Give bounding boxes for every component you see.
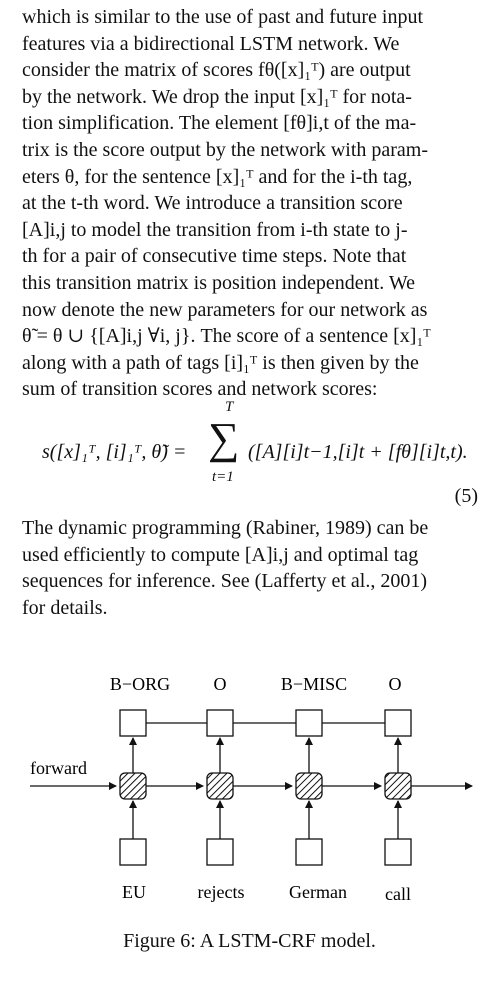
text-line: th for a pair of consecutive time steps. Note that	[22, 245, 407, 268]
text-line: trix is the score output by the network with param-	[22, 138, 429, 161]
tag-label: B−MISC	[280, 674, 348, 694]
lstm-node	[296, 773, 322, 799]
crf-node	[385, 710, 411, 736]
text-line: at the t-th word. We introduce a transition score	[22, 192, 403, 215]
text-line: by the network. We drop the input [x]₁ᵀ for nota-	[22, 85, 412, 108]
word-label: rejects	[197, 882, 245, 902]
word-label: EU	[122, 882, 146, 902]
tag-label: O	[213, 674, 227, 694]
equation-lhs: s([x]₁ᵀ, [i]₁ᵀ, θ̃) =	[42, 440, 187, 463]
text-line: for details.	[22, 596, 108, 619]
text-line: [A]i,j to model the transition from i-th state to j-	[22, 218, 408, 241]
text-line: sum of transition scores and network scores:	[22, 378, 378, 401]
input-node	[296, 839, 322, 865]
text-line: consider the matrix of scores fθ([x]₁ᵀ) are output	[22, 59, 411, 82]
tag-label: O	[388, 674, 402, 694]
text-line: sequences for inference. See (Lafferty et al., 2001)	[22, 570, 427, 593]
crf-node	[207, 710, 233, 736]
text-line: which is similar to the use of past and future input	[22, 6, 424, 28]
crf-node	[120, 710, 146, 736]
input-node	[207, 839, 233, 865]
text-line: now denote the new parameters for our network as	[22, 298, 428, 321]
text-line: The dynamic programming (Rabiner, 1989) can be	[22, 516, 429, 539]
text-line: θ̃ = θ ∪ {[A]i,j ∀i, j}. The score of a sentence [x]₁ᵀ	[22, 325, 431, 348]
summation-symbol: ∑	[208, 413, 240, 463]
sum-upper-limit: T	[225, 398, 234, 415]
lstm-node	[207, 773, 233, 799]
input-node	[120, 839, 146, 865]
equation-rhs: ([A][i]t−1,[i]t + [fθ][i]t,t).	[248, 440, 468, 463]
word-label: call	[385, 884, 411, 904]
tag-label: B−ORG	[109, 674, 171, 694]
text-line: tion simplification. The element [fθ]i,t of the ma-	[22, 112, 417, 135]
text-line: eters θ, for the sentence [x]₁ᵀ and for the i-th tag,	[22, 165, 413, 188]
forward-label: forward	[30, 758, 87, 778]
text-line: this transition matrix is position independent. We	[22, 271, 415, 294]
sum-lower-limit: t=1	[212, 468, 234, 485]
lstm-node	[120, 773, 146, 799]
equation-number: (5)	[454, 484, 478, 507]
input-node	[385, 839, 411, 865]
paragraph-1	[22, 4, 480, 403]
figure-caption: Figure 6: A LSTM-CRF model.	[123, 930, 376, 952]
text-line: used efficiently to compute [A]i,j and optimal tag	[22, 543, 419, 566]
paragraph-2	[22, 515, 480, 621]
text-line: along with a path of tags [i]₁ᵀ is then given by the	[22, 351, 419, 374]
equation-5	[22, 398, 480, 515]
word-label: German	[289, 882, 347, 902]
lstm-crf-diagram	[0, 660, 499, 950]
text-line: features via a bidirectional LSTM network. We	[22, 32, 400, 55]
lstm-node	[385, 773, 411, 799]
paper-page	[22, 4, 480, 621]
crf-node	[296, 710, 322, 736]
